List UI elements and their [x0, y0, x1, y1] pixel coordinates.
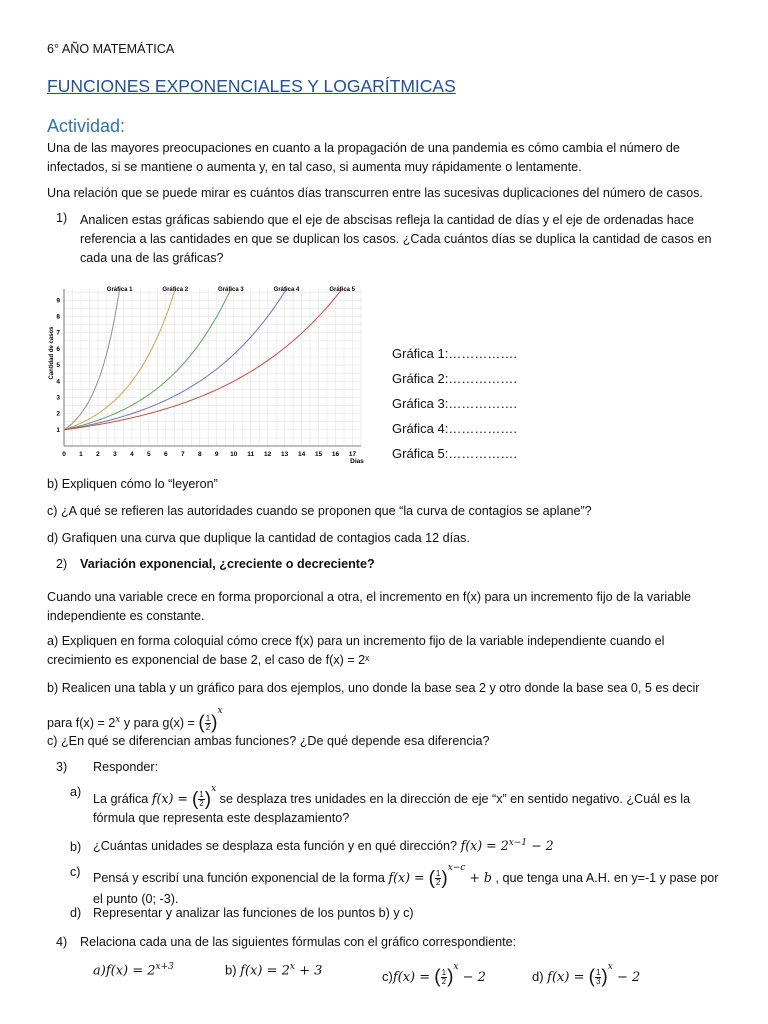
- q3-d-label: d): [70, 906, 82, 920]
- chart-curves: [64, 289, 342, 430]
- fraction-one-half: $\frac{1}{2}$: [205, 714, 211, 733]
- chart-series-3: [64, 289, 231, 430]
- y-tick-label: 3: [56, 394, 60, 402]
- answer-grafica-5: Gráfica 5:…………….: [392, 446, 517, 461]
- y-tick-label: 6: [56, 345, 60, 353]
- q3-d-text: Representar y analizar las funciones de los puntos b) y c): [93, 906, 414, 920]
- chart-ylabel: Cantidad de casos: [49, 326, 55, 380]
- answer-grafica-4: Gráfica 4:…………….: [392, 421, 517, 436]
- legend-label-2: Gráfica 2: [162, 287, 189, 293]
- q1-c: c) ¿A qué se refieren las autoridades cuando se proponen que “la curva de contagios se aplane”?: [47, 504, 592, 518]
- x-tick-label: 15: [314, 451, 323, 458]
- q3-number: 3): [56, 760, 68, 774]
- x-tick-label: 11: [247, 451, 255, 458]
- x-tick-label: 4: [130, 451, 134, 458]
- q4-formula-d: d) f(x) = ( $\frac{1}{3}$ )$^x$ − 2: [532, 962, 641, 988]
- page-header: 6° AÑO MATEMÁTICA: [47, 42, 175, 56]
- legend-label-5: Gráfica 5: [329, 287, 356, 293]
- x-tick-label: 17: [348, 451, 357, 458]
- q1-number: 1): [56, 211, 68, 225]
- q1-text: Analicen estas gráficas sabiendo que el eje de abscisas refleja la cantidad de días y el eje de ordenadas hace referencia a las cantidades en que se duplican los casos. ¿Cada cuántos días se duplica la cantidad de casos en cada una de las gráficas?: [80, 213, 712, 265]
- x-tick-label: 12: [264, 451, 272, 458]
- q4-number: 4): [56, 935, 68, 949]
- x-tick-label: 16: [331, 451, 340, 458]
- answer-grafica-3: Gráfica 3:…………….: [392, 396, 517, 411]
- q1-d: d) Grafiquen una curva que duplique la cantidad de contagios cada 12 días.: [47, 531, 470, 545]
- q4-text: Relaciona cada una de las siguientes fórmulas con el gráfico correspondiente:: [80, 935, 517, 949]
- q3-title: Responder:: [93, 760, 159, 774]
- q2-b-line2: para $f(x) = 2^x$ y para g(x) = ( $\frac{1}{2}$ )$^x$: [47, 706, 223, 734]
- chart-xlabel: Días: [350, 458, 364, 465]
- chart-ticks: [56, 297, 356, 458]
- x-tick-label: 5: [147, 451, 151, 458]
- y-tick-label: 4: [56, 378, 60, 386]
- q2-c: c) ¿En qué se diferencian ambas funciones? ¿De qué depende esa diferencia?: [47, 734, 490, 748]
- q2-b-fx-text: para f(x) = 2: [47, 716, 116, 730]
- doubling-chart: [44, 283, 374, 468]
- x-tick-label: 8: [197, 451, 202, 458]
- x-tick-label: 1: [79, 451, 83, 458]
- q1-b: b) Expliquen cómo lo “leyeron”: [47, 477, 218, 491]
- y-tick-label: 2: [56, 410, 60, 418]
- q3-b-label: b): [70, 840, 82, 854]
- q2-number: 2): [56, 557, 68, 571]
- x-tick-label: 14: [297, 451, 306, 458]
- q3-c-text: Pensá y escribí una función exponencial de la forma f(x) = ( $\frac{1}{2}$ )$^{x-c}$ + b , que tenga una A.H. en y=-1 y pase por el punto (0; -3).: [93, 863, 719, 907]
- legend-label-3: Gráfica 3: [218, 287, 244, 293]
- activity-heading: Actividad:: [47, 116, 126, 136]
- q2-a: a) Expliquen en forma coloquial cómo crece f(x) para un incremento fijo de la variable independiente cuando el crecimiento es exponencial de base 2, el caso de f(x) = 2ˣ: [47, 634, 665, 667]
- q4-formula-c: c)f(x) = ( $\frac{1}{2}$ )$^x$ − 2: [382, 962, 486, 988]
- answer-grafica-1: Gráfica 1:…………….: [392, 346, 517, 361]
- q4-formula-b: b) $f(x) = 2^x + 3$: [225, 962, 323, 979]
- q2-title: Variación exponencial, ¿creciente o decreciente?: [80, 557, 375, 571]
- legend-label-1: Gráfica 1: [106, 287, 133, 293]
- y-tick-label: 5: [56, 362, 60, 370]
- page-title: FUNCIONES EXPONENCIALES Y LOGARÍTMICAS: [47, 76, 456, 96]
- x-tick-label: 2: [96, 451, 100, 458]
- x-tick-label: 13: [281, 451, 289, 458]
- y-tick-label: 8: [56, 313, 60, 321]
- q3-a-text: La gráfica f(x) = ( $\frac{1}{2}$ )$^x$ se desplaza tres unidades en la dirección de eje “x” en sentido negativo. ¿Cuál es la fórmula que representa este desplazamiento?: [93, 784, 691, 826]
- q3-c-label: c): [70, 865, 81, 879]
- x-tick-label: 7: [180, 451, 185, 458]
- chart-series-4: [64, 289, 287, 430]
- q2-b-fx-exp: x: [115, 714, 121, 725]
- x-tick-label: 9: [214, 451, 219, 458]
- x-tick-label: 3: [113, 451, 117, 458]
- x-tick-label: 0: [62, 451, 66, 458]
- x-tick-label: 6: [164, 451, 168, 458]
- q3-b-text: ¿Cuántas unidades se desplaza esta función y en qué dirección? $f(x) = 2^{x-1} - 2$: [93, 838, 554, 854]
- y-tick-label: 7: [56, 329, 60, 337]
- legend-label-4: Gráfica 4: [273, 287, 300, 293]
- y-tick-label: 1: [56, 426, 60, 434]
- x-tick-label: 10: [230, 451, 238, 458]
- y-tick-label: 9: [56, 297, 60, 305]
- q2-b-gx-text: y para g(x) =: [120, 716, 199, 730]
- q3-a-label: a): [70, 785, 82, 799]
- chart-series-5: [64, 289, 342, 430]
- q4-formula-a: $a)f(x) = 2^{x+3}$: [93, 962, 174, 979]
- answer-grafica-2: Gráfica 2:…………….: [392, 371, 517, 386]
- intro-paragraph-1: Una de las mayores preocupaciones en cuanto a la propagación de una pandemia es cómo cambia el número de infectados, si se mantiene o aumenta y, en tal caso, si aumenta muy rápidamente o lentamente.: [47, 141, 680, 174]
- intro-paragraph-2: Una relación que se puede mirar es cuántos días transcurren entre las sucesivas duplicaciones del número de casos.: [47, 186, 703, 200]
- q2-b-line1: b) Realicen una tabla y un gráfico para dos ejemplos, uno donde la base sea 2 y otro donde la base sea 0, 5 es decir: [47, 681, 700, 695]
- q2-intro: Cuando una variable crece en forma proporcional a otra, el incremento en f(x) para un incremento fijo de la variable independiente es constante.: [47, 590, 692, 623]
